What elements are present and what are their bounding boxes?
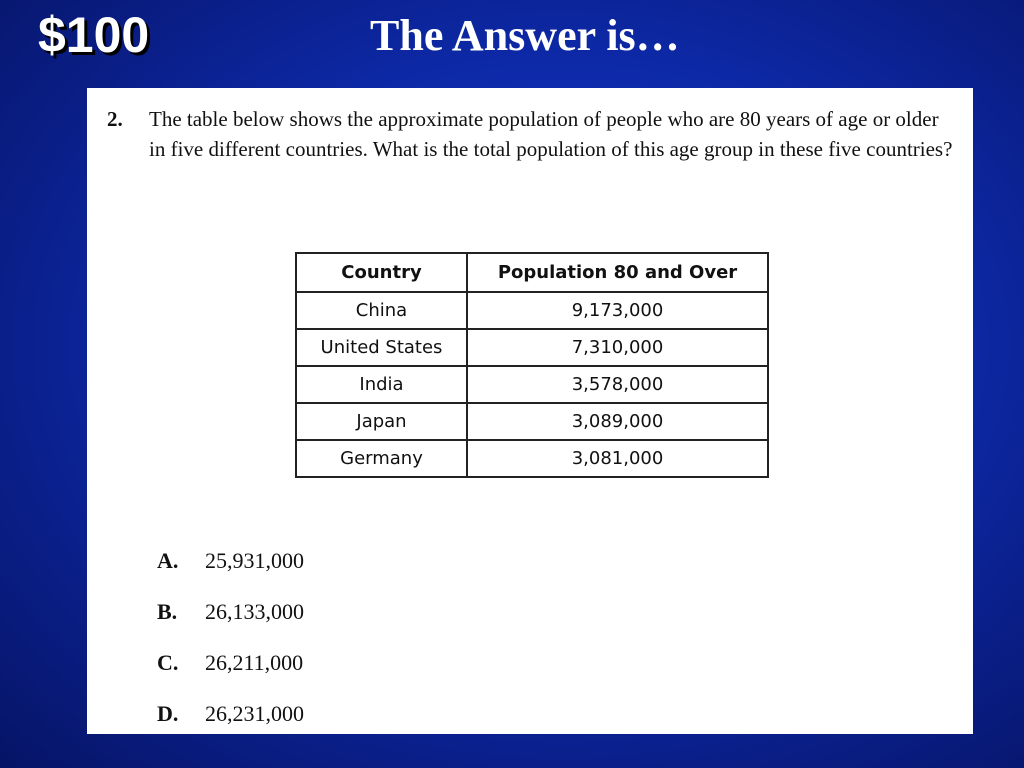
table-row (296, 366, 768, 403)
choice-letter: D. (157, 701, 179, 726)
population-cell: 3,089,000 (467, 403, 768, 440)
question-card (87, 88, 973, 734)
population-cell: 3,081,000 (467, 440, 768, 477)
choice-value: 26,231,000 (205, 701, 304, 726)
column-header-country: Country (296, 253, 467, 292)
population-table (295, 252, 769, 478)
answer-choices (157, 546, 304, 750)
price-label: $100 (38, 7, 150, 63)
choice-letter: C. (157, 650, 179, 675)
slide-title: The Answer is… (370, 11, 680, 60)
answer-choice-a (157, 546, 304, 597)
choice-value: 26,133,000 (205, 599, 304, 624)
table-row (296, 292, 768, 329)
table-row (296, 440, 768, 477)
column-header-population: Population 80 and Over (467, 253, 768, 292)
question-number: 2. (107, 107, 123, 131)
choice-value: 26,211,000 (205, 650, 304, 675)
answer-choice-b (157, 597, 304, 648)
answer-choice-d (157, 699, 304, 750)
table-header-row (296, 253, 768, 292)
population-cell: 3,578,000 (467, 366, 768, 403)
population-cell: 7,310,000 (467, 329, 768, 366)
country-cell: United States (296, 329, 467, 366)
country-cell: India (296, 366, 467, 403)
table-row (296, 403, 768, 440)
population-cell: 9,173,000 (467, 292, 768, 329)
country-cell: China (296, 292, 467, 329)
choice-letter: B. (157, 599, 178, 624)
question-text: The table below shows the approximate population of people who are 80 years of age or older in five different countries. What is the total population of this age group in these five countries? (149, 107, 953, 161)
country-cell: Germany (296, 440, 467, 477)
choice-letter: A. (157, 548, 179, 573)
country-cell: Japan (296, 403, 467, 440)
table-row (296, 329, 768, 366)
choice-value: 25,931,000 (205, 548, 304, 573)
question-block (107, 104, 957, 164)
answer-choice-c (157, 648, 304, 699)
